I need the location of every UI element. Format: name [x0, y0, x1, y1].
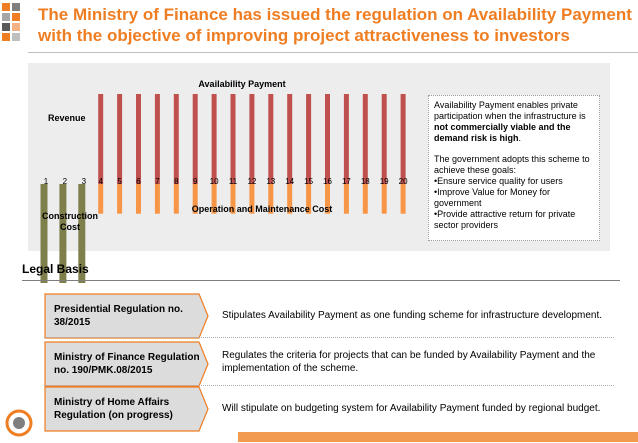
om-cost-label: Operation and Maintenance Cost: [191, 204, 333, 214]
availability-payment-callout: [428, 95, 600, 241]
x-tick-label: 4: [98, 177, 103, 186]
legal-basis-divider: [22, 280, 620, 281]
om-cost-bar: [344, 184, 349, 214]
regulation-label: Ministry of Finance Regulation no. 190/PMK.08/2015: [54, 352, 200, 376]
om-cost-bar: [155, 184, 160, 214]
x-tick-label: 17: [341, 177, 351, 186]
regulation-arrow-3: [44, 386, 209, 432]
footer-accent-bar: [238, 432, 638, 442]
callout-bullet: •Improve Value for Money for government: [434, 187, 551, 208]
callout-text-pre: Availability Payment enables private participation when the infrastructure is: [434, 100, 586, 121]
callout-bullet: •Ensure service quality for users: [434, 176, 563, 186]
om-cost-bar: [382, 184, 387, 214]
revenue-bar: [117, 94, 122, 184]
x-tick-label: 10: [209, 177, 219, 186]
x-tick-label: 18: [360, 177, 370, 186]
regulation-description: Will stipulate on budgeting system for Availability Payment funded by regional budget.: [222, 403, 601, 414]
callout-paragraph-1: [434, 100, 594, 144]
x-tick-label: 20: [398, 177, 408, 186]
om-cost-bar: [117, 184, 122, 214]
x-tick-label: 16: [323, 177, 332, 186]
om-cost-bar: [98, 184, 103, 214]
x-tick-label: 3: [81, 177, 87, 186]
regulation-arrow-1: [44, 293, 209, 339]
x-tick-label: 7: [155, 177, 160, 186]
legal-basis-title: Legal Basis: [22, 262, 89, 276]
x-tick-label: 13: [266, 177, 276, 186]
construction-cost-label: Cost: [60, 222, 80, 232]
x-tick-label: 1: [43, 177, 49, 186]
x-tick-label: 6: [136, 177, 141, 186]
callout-text-bold: not commercially viable and the demand risk is high: [434, 122, 571, 143]
callout-paragraph-2: The government adopts this scheme to achieve these goals:: [434, 154, 590, 175]
om-cost-bar: [363, 184, 368, 214]
kppip-logo: [4, 408, 34, 438]
revenue-bar: [155, 94, 160, 184]
regulation-description: Regulates the criteria for projects that can be funded by Availability Payment and the implementation of the scheme.: [222, 350, 596, 374]
revenue-bar: [174, 94, 179, 184]
om-cost-bar: [136, 184, 141, 214]
x-tick-label: 2: [62, 177, 68, 186]
x-tick-label: 8: [174, 177, 179, 186]
row-divider: [44, 337, 614, 338]
x-tick-label: 9: [192, 177, 198, 186]
revenue-bar: [193, 94, 198, 184]
callout-text-post: .: [518, 133, 522, 143]
x-tick-label: 14: [285, 177, 295, 186]
x-tick-label: 11: [228, 177, 238, 186]
regulation-label: Presidential Regulation no. 38/2015: [54, 304, 183, 328]
construction-cost-label: Construction: [42, 211, 98, 221]
x-tick-label: 5: [117, 177, 122, 186]
revenue-bar: [98, 94, 103, 184]
chart-title: Availability Payment: [198, 79, 286, 89]
callout-bullet: •Provide attractive return for private sector providers: [434, 209, 576, 230]
x-tick-label: 19: [379, 177, 389, 186]
x-tick-label: 12: [247, 177, 257, 186]
om-cost-bar: [401, 184, 406, 214]
page-title: The Ministry of Finance has issued the regulation on Availability Payment with the objective of improving project attractiveness to investors: [38, 5, 632, 45]
revenue-bar: [325, 94, 330, 184]
revenue-label: Revenue: [48, 113, 86, 123]
revenue-bar: [136, 94, 141, 184]
om-cost-bar: [174, 184, 179, 214]
regulation-label: Ministry of Home Affairs Regulation (on progress): [54, 397, 173, 421]
regulation-arrow-2: [44, 341, 209, 387]
regulation-description: Stipulates Availability Payment as one funding scheme for infrastructure development.: [222, 310, 603, 321]
x-tick-label: 15: [304, 177, 314, 186]
